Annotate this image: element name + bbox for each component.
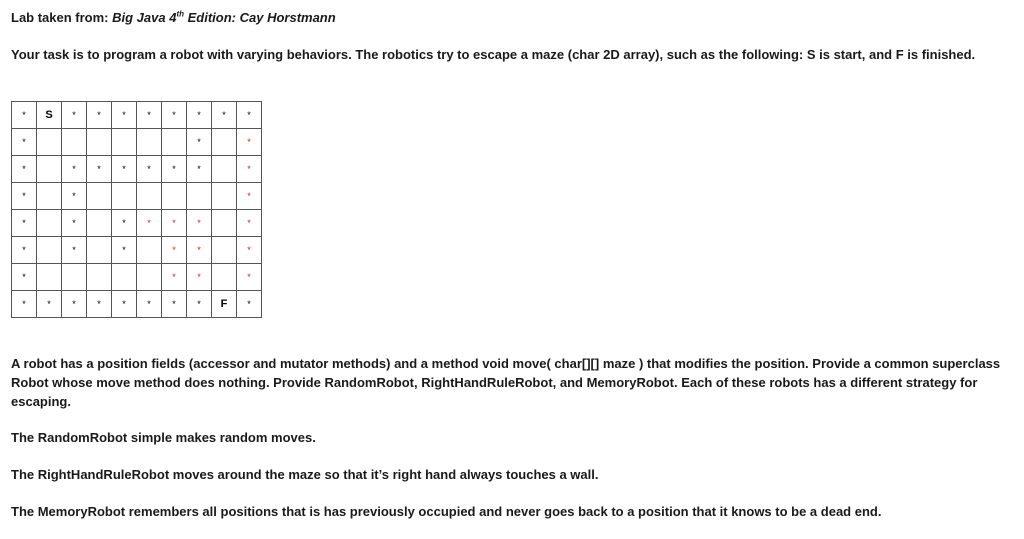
maze-cell: * (162, 237, 187, 264)
maze-cell (212, 264, 237, 291)
maze-cell (37, 183, 62, 210)
maze-cell (37, 156, 62, 183)
maze-cell (137, 129, 162, 156)
citation-prefix: Lab taken from: (11, 10, 113, 25)
maze-cell (87, 210, 112, 237)
maze-cell (112, 183, 137, 210)
maze-row (12, 210, 262, 237)
memory-robot-paragraph: The MemoryRobot remembers all positions that is has previously occupied and never goes back to a position that it knows to be a dead end. (11, 504, 882, 519)
maze-cell: * (12, 210, 37, 237)
maze-row (12, 291, 262, 318)
maze-cell: * (137, 291, 162, 318)
maze-cell (137, 237, 162, 264)
maze-cell: * (187, 156, 212, 183)
maze-cell: * (162, 156, 187, 183)
maze-cell: * (187, 237, 212, 264)
maze-cell: * (187, 291, 212, 318)
right-hand-robot-paragraph: The RightHandRuleRobot moves around the maze so that it’s right hand always touches a wall. (11, 467, 599, 482)
maze-cell: * (112, 210, 137, 237)
maze-cell: * (237, 264, 262, 291)
maze-cell: * (187, 102, 212, 129)
random-robot-paragraph: The RandomRobot simple makes random moves. (11, 430, 316, 445)
maze-cell (212, 183, 237, 210)
maze-cell (62, 129, 87, 156)
maze-cell: * (12, 264, 37, 291)
maze-cell: * (162, 210, 187, 237)
maze-grid (11, 101, 262, 318)
maze-row (12, 129, 262, 156)
maze-cell (212, 210, 237, 237)
maze-cell: * (237, 156, 262, 183)
book-title-rest: Edition: Cay Horstmann (184, 10, 336, 25)
maze-cell: * (62, 183, 87, 210)
maze-cell: * (137, 102, 162, 129)
maze-cell: * (62, 291, 87, 318)
maze-cell: * (12, 129, 37, 156)
maze-cell: * (187, 129, 212, 156)
maze-cell: * (237, 102, 262, 129)
maze-cell (62, 264, 87, 291)
maze-cell (37, 264, 62, 291)
maze-cell (87, 183, 112, 210)
maze-cell: * (87, 102, 112, 129)
book-title-superscript: th (176, 9, 185, 19)
maze-cell: * (187, 264, 212, 291)
maze-cell (112, 129, 137, 156)
book-title-main: Big Java 4 (112, 10, 177, 25)
maze-cell (37, 210, 62, 237)
intro-paragraph: Your task is to program a robot with varying behaviors. The robotics try to escape a maze (char 2D array), such as the following: S is start, and F is finished. (11, 47, 976, 62)
maze-cell (87, 237, 112, 264)
maze-cell: * (12, 237, 37, 264)
source-citation (11, 8, 336, 27)
maze-cell (137, 264, 162, 291)
maze-cell (112, 264, 137, 291)
maze-cell: * (212, 102, 237, 129)
maze-cell: * (62, 210, 87, 237)
maze-cell (37, 237, 62, 264)
maze-cell: * (237, 237, 262, 264)
maze-cell (212, 237, 237, 264)
book-title (112, 10, 336, 25)
maze-row (12, 237, 262, 264)
maze-cell: * (87, 291, 112, 318)
maze-row (12, 183, 262, 210)
maze-cell: * (12, 156, 37, 183)
maze-cell (187, 183, 212, 210)
maze-cell: * (12, 102, 37, 129)
maze-row (12, 264, 262, 291)
maze-cell (212, 129, 237, 156)
maze-cell: * (162, 102, 187, 129)
maze-cell: * (87, 156, 112, 183)
maze-cell: * (137, 210, 162, 237)
maze-cell (87, 264, 112, 291)
maze-cell: * (237, 291, 262, 318)
description-paragraph: A robot has a position fields (accessor and mutator methods) and a method void move( char[][] maze ) that modifies the position. Provide a common superclass Robot whose move method does nothing. Provide RandomRobot, RightHandRuleRobot, and MemoryRobot. Each of these robots has a different strategy for escaping. (11, 356, 1001, 409)
maze-cell: * (12, 183, 37, 210)
maze-cell: * (237, 210, 262, 237)
maze-cell: * (162, 291, 187, 318)
maze-cell (37, 129, 62, 156)
maze-cell: * (62, 156, 87, 183)
maze-cell: * (237, 183, 262, 210)
maze-cell: * (162, 264, 187, 291)
maze-cell (162, 183, 187, 210)
maze-cell: * (112, 102, 137, 129)
maze-start-cell: S (37, 102, 62, 129)
maze-cell: * (112, 156, 137, 183)
maze-cell (137, 183, 162, 210)
maze-row (12, 102, 262, 129)
maze-cell: * (62, 237, 87, 264)
maze-cell: * (37, 291, 62, 318)
maze-cell: * (112, 237, 137, 264)
maze-cell (162, 129, 187, 156)
maze-cell: * (12, 291, 37, 318)
maze-cell: * (112, 291, 137, 318)
maze-cell: * (237, 129, 262, 156)
maze-cell: * (187, 210, 212, 237)
maze-cell: * (137, 156, 162, 183)
maze-cell (87, 129, 112, 156)
maze-cell (212, 156, 237, 183)
maze-row (12, 156, 262, 183)
maze-finish-cell: F (212, 291, 237, 318)
maze-cell: * (62, 102, 87, 129)
maze-body (12, 102, 262, 318)
